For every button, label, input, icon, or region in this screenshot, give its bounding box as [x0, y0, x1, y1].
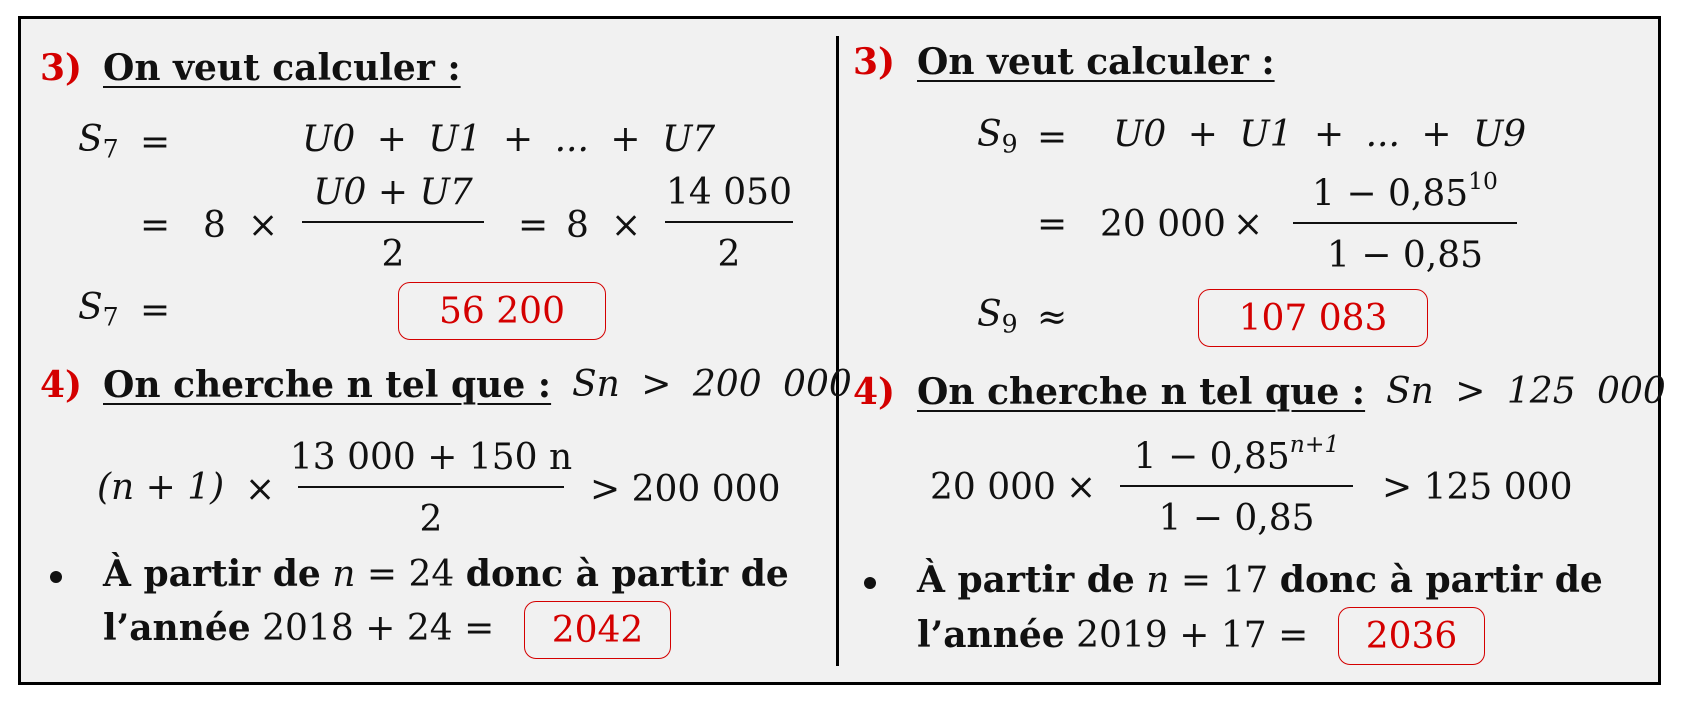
fraction-bar — [1293, 222, 1517, 224]
right-sum-expression: U0 + U1 + ... + U9 — [1113, 114, 1527, 155]
right-ineq-times: × — [1066, 467, 1097, 508]
left-year-answer-box: 2042 — [524, 601, 671, 659]
left-q3-title: On veut calculer : — [103, 47, 461, 89]
left-line1-equals: = — [140, 122, 171, 163]
left-fraction-u0-u7 — [302, 172, 484, 275]
left-bullet — [50, 571, 62, 583]
right-ineq-numerator: $1 - 0,85^{n+1}$ — [1133, 430, 1340, 478]
right-times: × — [1233, 204, 1264, 245]
right-s9-label: $S_9$ — [977, 114, 1018, 159]
fraction-bar — [298, 486, 564, 488]
right-line1-equals: = — [1037, 117, 1068, 158]
left-line3-equals: = — [140, 290, 171, 331]
right-fraction-numerator: $1 - 0,85^{10}$ — [1312, 167, 1498, 215]
right-geometric-fraction — [1293, 167, 1517, 277]
left-q4-number: 4) — [40, 364, 83, 406]
right-line3-approx: ≈ — [1037, 297, 1068, 338]
right-conclusion-line1: À partir de n = 17 donc à partir de — [917, 559, 1603, 601]
right-q3-title: On veut calculer : — [917, 41, 1275, 83]
right-year-answer-box: 2036 — [1338, 607, 1485, 665]
left-sum-expression: U0 + U1 + ... + U7 — [302, 119, 716, 160]
left-line2-equals: = — [140, 205, 171, 246]
left-factor-8-b: 8 — [566, 205, 589, 246]
left-ineq-denominator: 2 — [419, 499, 443, 540]
right-s9-answer-box: 107 083 — [1198, 289, 1428, 347]
right-bullet — [864, 577, 876, 589]
right-conclusion-line2: l’année 2019 + 17 = — [917, 614, 1309, 656]
left-ineq-times: × — [245, 469, 276, 510]
right-q4-number: 4) — [853, 371, 896, 413]
left-fraction2-denominator: 2 — [717, 234, 741, 275]
fraction-bar — [665, 221, 793, 223]
left-q3-number: 3) — [40, 47, 83, 89]
left-ineq-rhs: > 200 000 — [590, 469, 781, 510]
column-divider — [836, 36, 839, 666]
left-ineq-numerator: 13 000 + 150 n — [289, 437, 573, 478]
left-conclusion-line2: l’année 2018 + 24 = — [103, 607, 495, 649]
left-q4-title: On cherche n tel que : — [103, 364, 552, 406]
fraction-bar — [302, 221, 484, 223]
left-s7-label: $S_7$ — [78, 119, 119, 164]
right-q4-title: On cherche n tel que : — [917, 371, 1366, 413]
left-fraction2-numerator: 14 050 — [666, 172, 792, 213]
right-q3-number: 3) — [853, 41, 896, 83]
left-fraction-numerator: U0 + U7 — [313, 172, 473, 213]
left-ineq-factor: (n + 1) — [97, 467, 225, 508]
left-s7-result-label: $S_7$ — [78, 287, 119, 332]
right-fraction-denominator: 1 − 0,85 — [1326, 235, 1484, 277]
left-line2-equals-2: = — [518, 205, 549, 246]
right-q4-condition: Sn > 125 000 — [1386, 371, 1666, 412]
left-times-1: × — [248, 205, 279, 246]
left-fraction-denominator: 2 — [381, 234, 405, 275]
right-ineq-fraction — [1120, 430, 1353, 540]
fraction-bar — [1120, 485, 1353, 487]
right-ineq-factor: 20 000 — [930, 467, 1056, 508]
left-times-2: × — [611, 205, 642, 246]
right-ineq-denominator: 1 − 0,85 — [1158, 498, 1315, 540]
right-s9-result-label: $S_9$ — [977, 294, 1018, 339]
left-s7-answer-box: 56 200 — [398, 282, 606, 340]
right-factor-20000: 20 000 — [1100, 204, 1226, 245]
left-fraction-14050 — [665, 172, 793, 275]
left-factor-8: 8 — [203, 205, 226, 246]
left-q4-condition: Sn > 200 000 — [572, 364, 852, 405]
left-conclusion-line1: À partir de n = 24 donc à partir de — [103, 553, 789, 595]
right-line2-equals: = — [1037, 204, 1068, 245]
left-ineq-fraction — [289, 437, 573, 540]
right-ineq-rhs: > 125 000 — [1382, 467, 1573, 508]
